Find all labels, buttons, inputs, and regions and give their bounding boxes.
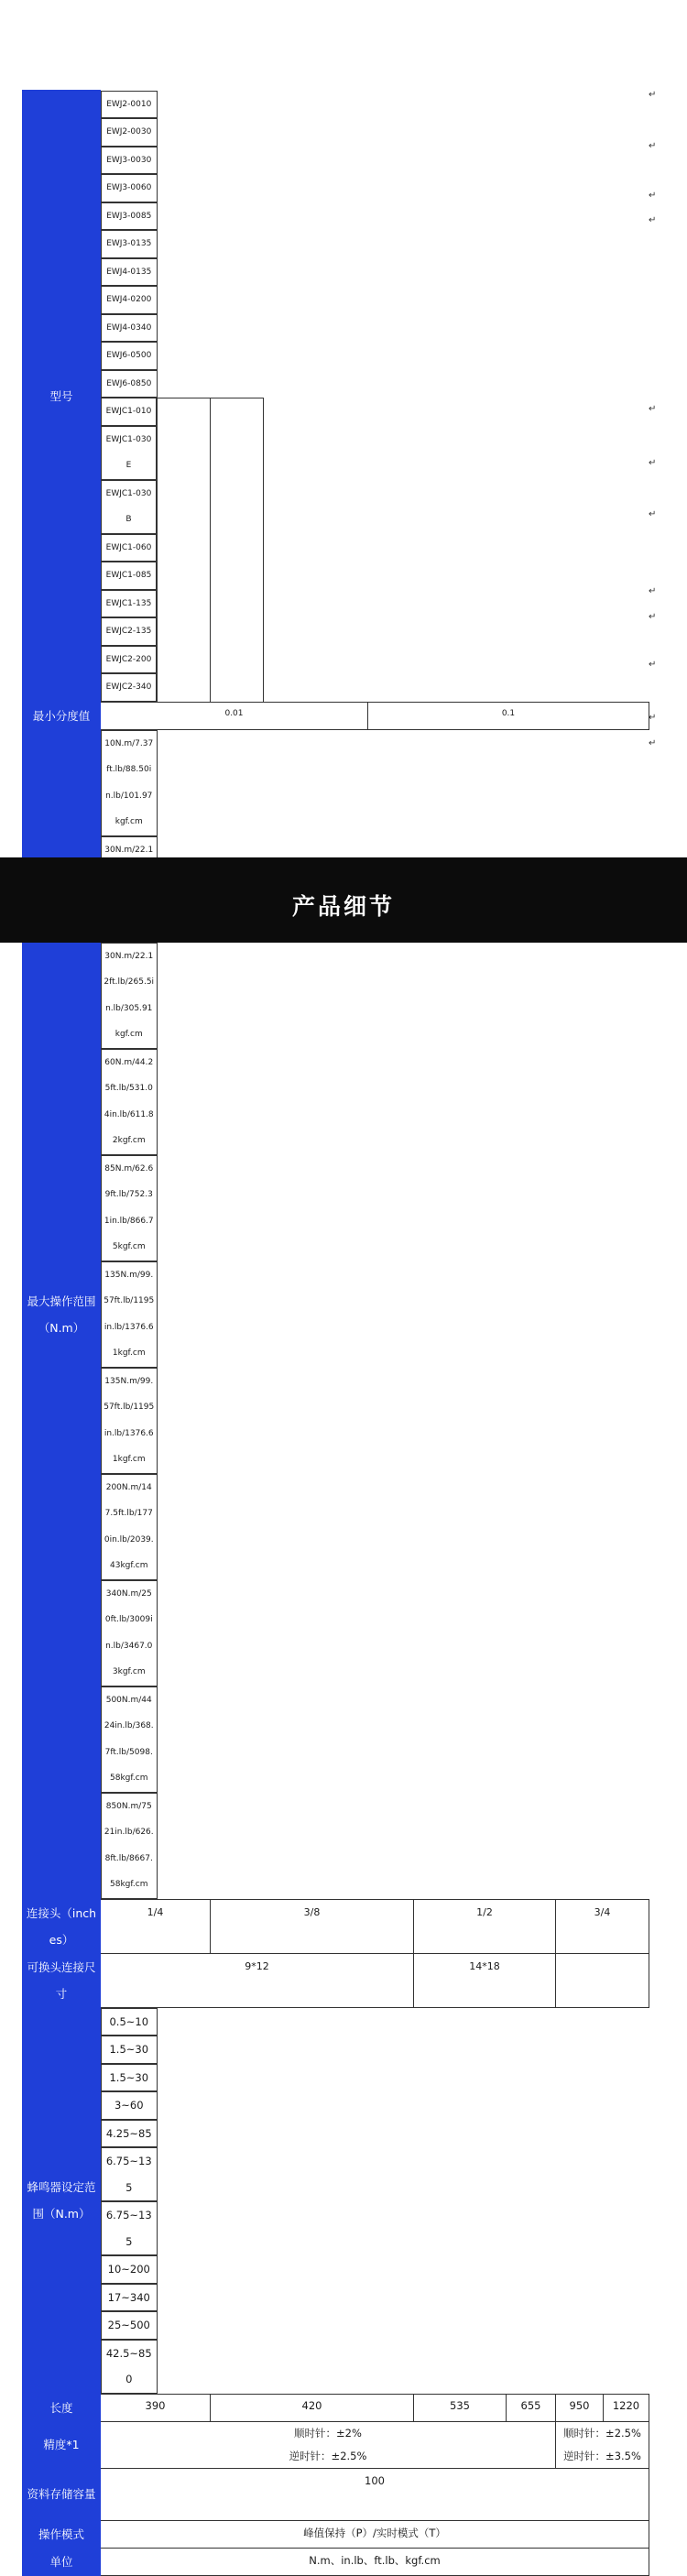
paragraph-mark-icon: ↵ — [649, 141, 657, 151]
model-ewjc-cell: EWJC2-135 — [101, 617, 157, 646]
buzzer-cell: 3~60 — [101, 2091, 158, 2120]
mode-label: 操作模式 — [23, 2520, 101, 2548]
storage-label: 资料存储容量 — [23, 2468, 101, 2520]
model-ewjc-cell: EWJC1-085 — [101, 562, 157, 590]
buzzer-cell: 6.75~135 — [101, 2147, 158, 2201]
storage-value: 100 — [101, 2468, 649, 2520]
model-ewj-cell: EWJ4-0135 — [101, 258, 158, 287]
connector-value: 3/8 — [211, 1899, 414, 1953]
range-label: 最大操作范围（N.m） — [23, 729, 101, 1899]
buzzer-cell: 42.5~850 — [101, 2340, 158, 2394]
length-value: 655 — [507, 2394, 556, 2421]
accuracy-label: 精度*1 — [23, 2421, 101, 2468]
connector-label: 连接头（inches） — [23, 1899, 101, 1953]
length-value: 390 — [101, 2394, 211, 2421]
range-cell: 200N.m/147.5ft.lb/1770in.lb/2039.43kgf.cm — [101, 1474, 158, 1580]
length-value: 420 — [211, 2394, 414, 2421]
accuracy-ccw: 逆时针：±3.5% — [563, 2449, 641, 2462]
paragraph-mark-icon: ↵ — [649, 458, 657, 468]
footer-title: 产品细节 — [291, 893, 395, 920]
paragraph-mark-icon: ↵ — [649, 191, 657, 201]
buzzer-label: 蜂鸣器设定范围（N.m） — [23, 2007, 101, 2394]
resolution-value: 0.01 — [101, 702, 368, 729]
model-ewj-cell: EWJ2-0010 — [101, 91, 158, 119]
model-label: 型号 — [23, 91, 101, 703]
accuracy-cw: 顺时针：±2.5% — [563, 2426, 641, 2440]
model-ewjc-cell: EWJC2-200 — [101, 646, 157, 674]
interchangeable-value: 9*12 — [101, 1953, 414, 2007]
model-ewj-cell: EWJ4-0340 — [101, 314, 158, 343]
range-cell: 135N.m/99.57ft.lb/1195in.lb/1376.61kgf.cm — [101, 1368, 158, 1474]
buzzer-cell: 4.25~85 — [101, 2120, 158, 2148]
accuracy-group-a — [101, 2421, 556, 2468]
model-ewjc-cell: EWJC2-340 — [101, 673, 157, 702]
model-ewj-cell: EWJ6-0850 — [101, 370, 158, 398]
accuracy-ccw: 逆时针：±2.5% — [289, 2449, 367, 2462]
range-cell: 850N.m/7521in.lb/626.8ft.lb/8667.58kgf.cm — [101, 1793, 158, 1899]
length-label: 长度 — [23, 2394, 101, 2421]
buzzer-cell: 10~200 — [101, 2255, 158, 2284]
resolution-value: 0.1 — [368, 702, 649, 729]
range-cell: 10N.m/7.37ft.lb/88.50in.lb/101.97kgf.cm — [101, 730, 158, 836]
range-cell: 500N.m/4424in.lb/368.7ft.lb/5098.58kgf.cm — [101, 1686, 158, 1793]
accuracy-cw: 顺时针：±2% — [294, 2426, 362, 2440]
model-ewj-cell: EWJ3-0085 — [101, 202, 158, 231]
model-ewj-cell: EWJ3-0060 — [101, 174, 158, 202]
model-ewj-cell: EWJ6-0500 — [101, 342, 158, 370]
interchangeable-value — [556, 1953, 649, 2007]
model-ewj-cell: EWJ3-0030 — [101, 147, 158, 175]
model-ewjc-cell — [158, 398, 211, 702]
unit-label: 单位 — [23, 2548, 101, 2575]
paragraph-mark-icon: ↵ — [649, 509, 657, 519]
buzzer-cell: 17~340 — [101, 2284, 158, 2312]
buzzer-cell: 1.5~30 — [101, 2064, 158, 2092]
paragraph-mark-icon: ↵ — [649, 215, 657, 225]
length-value: 950 — [556, 2394, 604, 2421]
connector-value: 3/4 — [556, 1899, 649, 1953]
buzzer-cell: 6.75~135 — [101, 2201, 158, 2255]
paragraph-mark-icon: ↵ — [649, 90, 657, 100]
range-cell: 60N.m/44.25ft.lb/531.04in.lb/611.82kgf.cm — [101, 1049, 158, 1155]
model-ewjc-cell: EWJC1-135 — [101, 590, 157, 618]
range-cell: 340N.m/250ft.lb/3009in.lb/3467.03kgf.cm — [101, 1580, 158, 1686]
model-ewjc-cell — [211, 398, 264, 702]
accuracy-group-b — [556, 2421, 649, 2468]
range-cell: 85N.m/62.69ft.lb/752.31in.lb/866.75kgf.cm — [101, 1155, 158, 1261]
range-cell: 135N.m/99.57ft.lb/1195in.lb/1376.61kgf.cm — [101, 1261, 158, 1368]
model-ewjc-cell: EWJC1-030E — [101, 426, 157, 480]
connector-value: 1/4 — [101, 1899, 211, 1953]
length-value: 1220 — [604, 2394, 649, 2421]
paragraph-mark-icon: ↵ — [649, 404, 657, 414]
spec-table — [22, 90, 649, 2576]
buzzer-cell: 0.5~10 — [101, 2008, 158, 2036]
mode-value: 峰值保持（P）/实时模式（T） — [101, 2520, 649, 2548]
paragraph-mark-icon: ↵ — [649, 612, 657, 622]
buzzer-cell: 1.5~30 — [101, 2036, 158, 2064]
interchangeable-label: 可换头连接尺寸 — [23, 1953, 101, 2007]
interchangeable-value: 14*18 — [414, 1953, 556, 2007]
paragraph-mark-icon: ↵ — [649, 586, 657, 596]
connector-value: 1/2 — [414, 1899, 556, 1953]
model-ewjc-cell: EWJC1-060 — [101, 534, 157, 562]
model-ewj-cell: EWJ3-0135 — [101, 230, 158, 258]
paragraph-mark-icon: ↵ — [649, 738, 657, 748]
range-cell: 30N.m/22.12ft.lb/265.5in.lb/305.91kgf.cm — [101, 943, 158, 1049]
model-ewj-cell: EWJ2-0030 — [101, 118, 158, 147]
range-cell: 30N.m/22.1 — [101, 836, 158, 943]
buzzer-cell: 25~500 — [101, 2311, 158, 2340]
model-ewjc-cell: EWJC1-030B — [101, 480, 157, 534]
paragraph-mark-icon: ↵ — [649, 713, 657, 723]
length-value: 535 — [414, 2394, 507, 2421]
unit-value: N.m、in.lb、ft.lb、kgf.cm — [101, 2548, 649, 2575]
resolution-label: 最小分度值 — [23, 702, 101, 729]
model-ewjc-cell: EWJC1-010 — [101, 398, 157, 426]
model-ewj-cell: EWJ4-0200 — [101, 286, 158, 314]
paragraph-mark-icon: ↵ — [649, 660, 657, 670]
